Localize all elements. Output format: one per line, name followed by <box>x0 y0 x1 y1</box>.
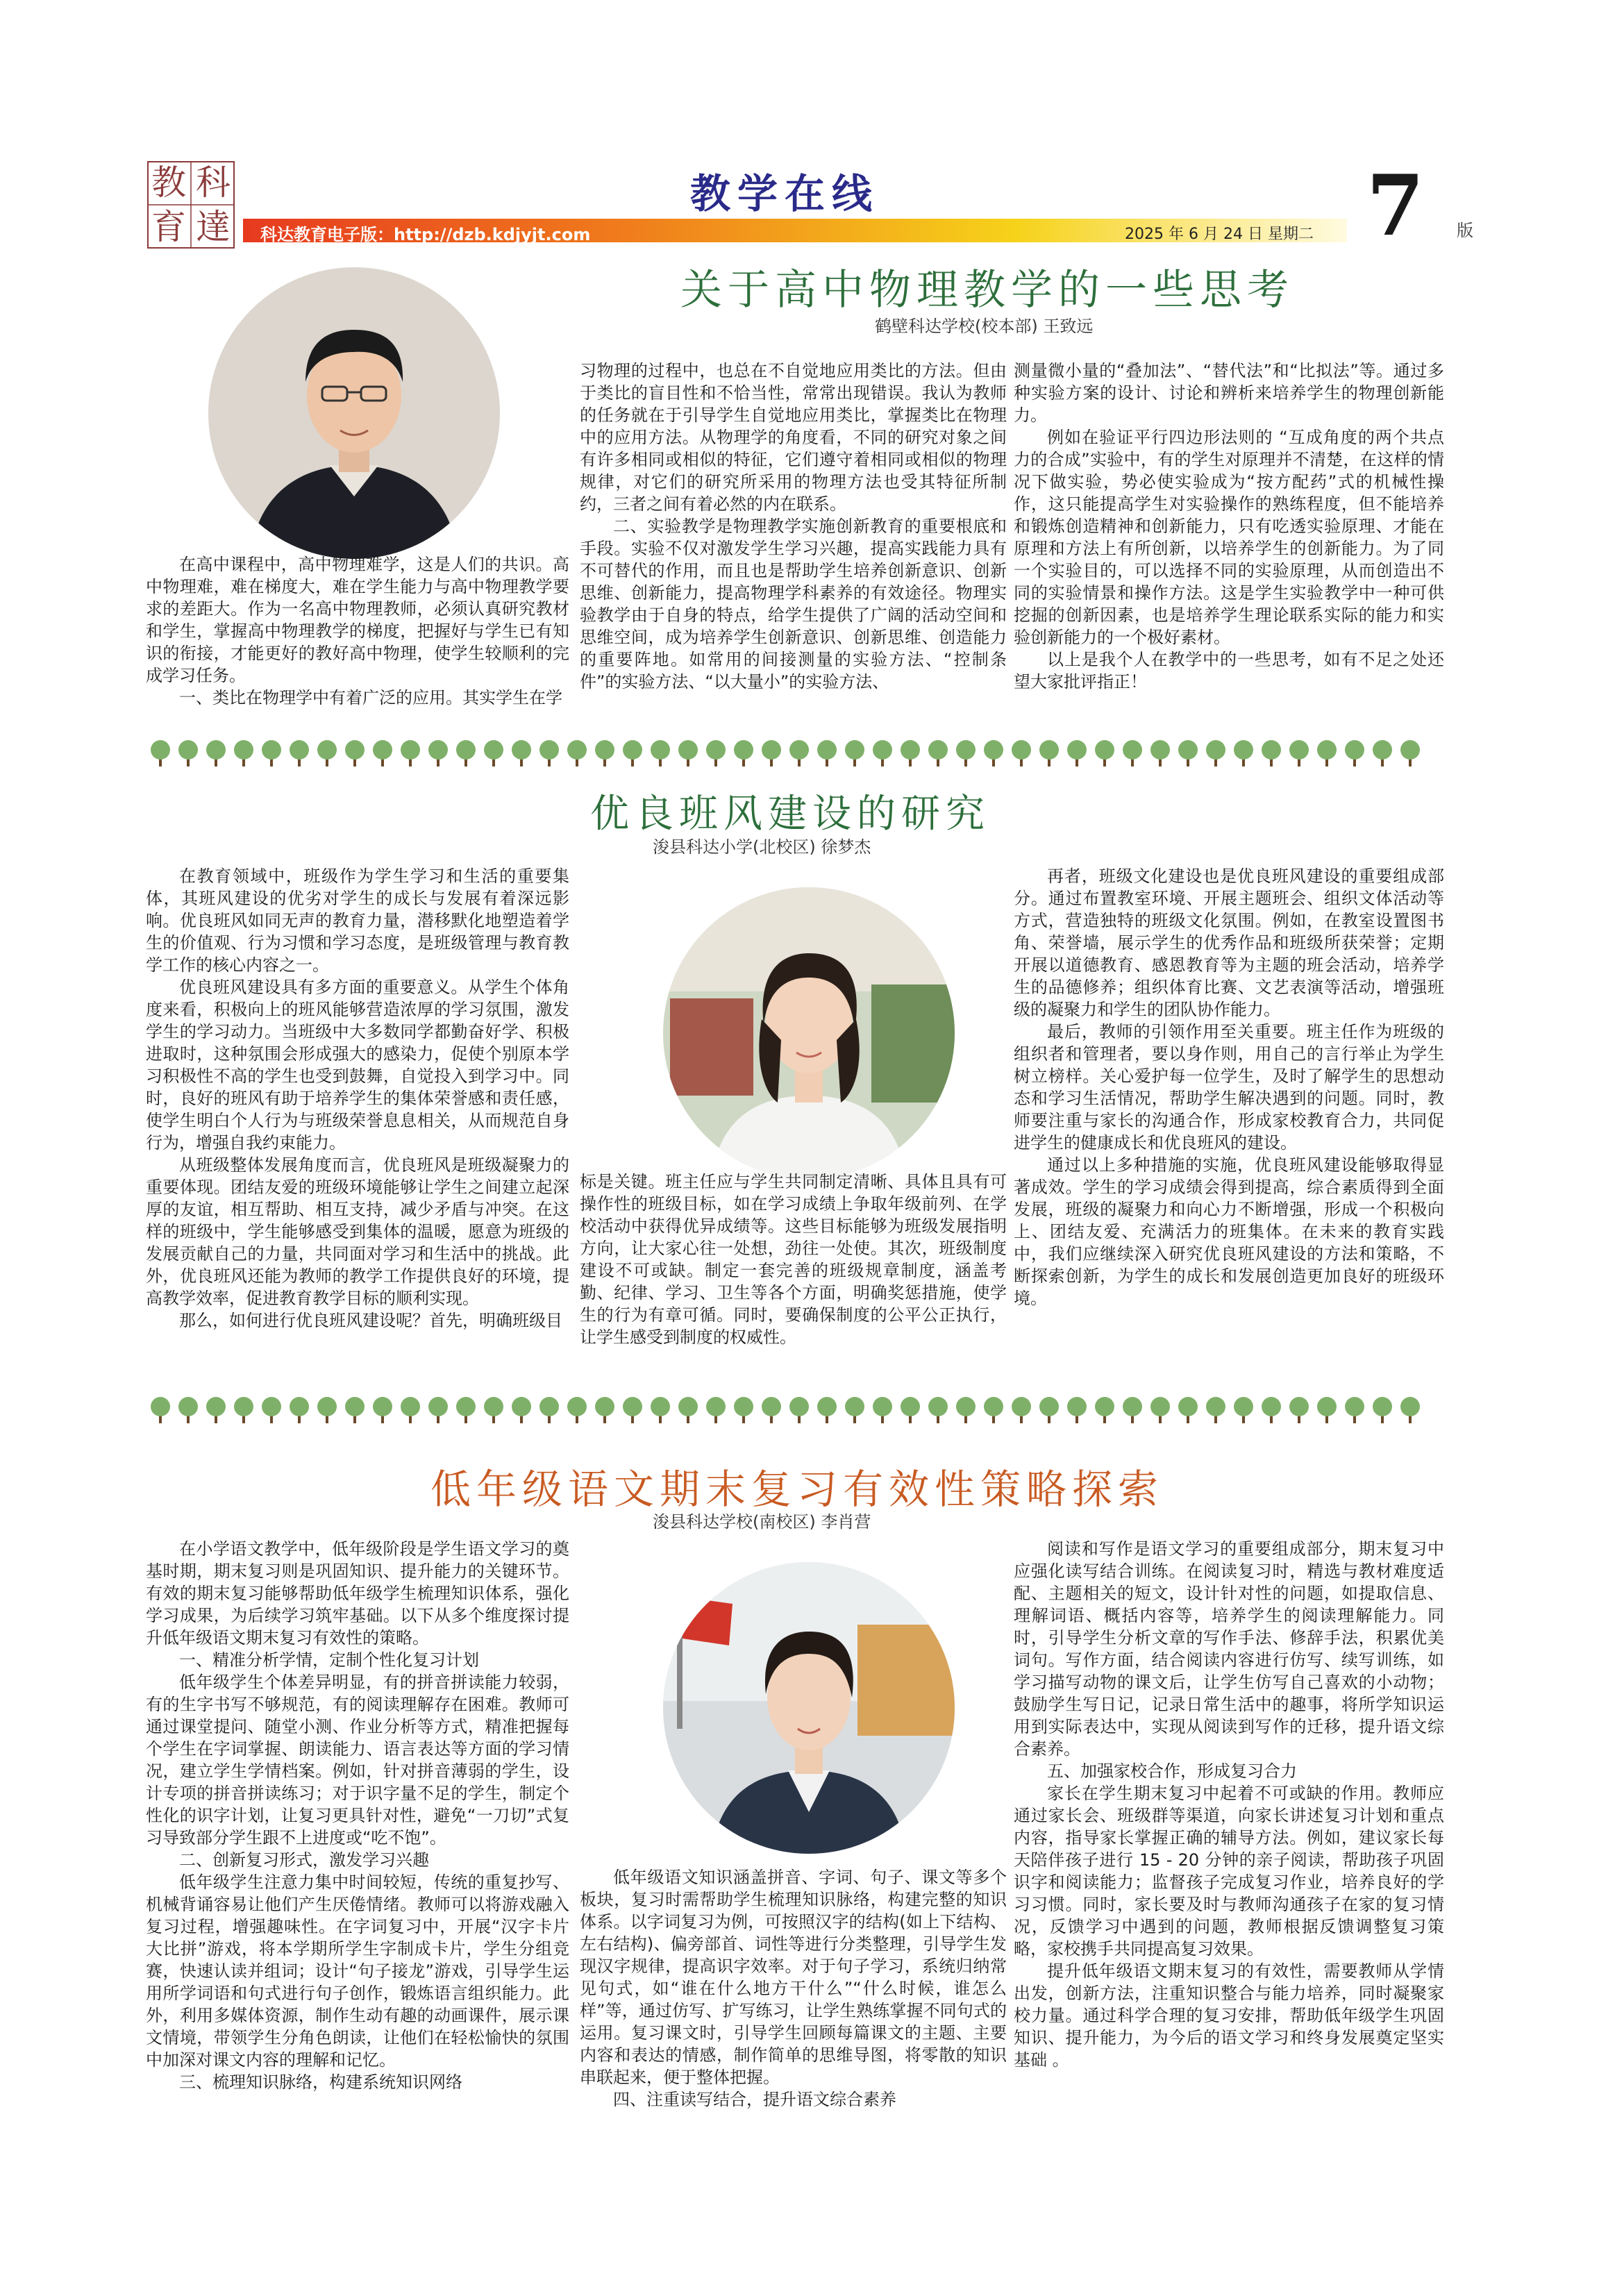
paragraph: 二、创新复习形式，激发学习兴趣 <box>179 1850 429 1870</box>
paragraph: 在高中课程中，高中物理难学，这是人们的共识。高中物理难，难在梯度大，难在学生能力与高中物理教学要求的差距大。作为一名高中物理教师，必须认真研究教材和学生，掌握高中物理教学的梯度，把握好与学生已有知识的衔接，才能更好的教好高中物理，使学生较顺利的完成学习任务。 <box>146 555 569 685</box>
author-photo-xu <box>663 887 955 1179</box>
paragraph: 一、精准分析学情，定制个性化复习计划 <box>179 1650 479 1670</box>
paragraph: 低年级语文知识涵盖拼音、字词、句子、课文等多个板块，复习时需帮助学生梳理知识脉络，构建完整的知识体系。以字词复习为例，可按照汉字的结构(如上下结构、左右结构)、偏旁部首、词性等进行分类整理，引导学生发现汉字规律，提高识字效率。对于句子学习，系统归纳常见句式，如“谁在什么地方干什么”“什么时候，谁怎么样”等，通过仿写、扩写练习，让学生熟练掌握不同句式的运用。复习课文时，引导学生回顾每篇课文的主题、主要内容和表达的情感，制作简单的思维导图，将零散的知识串联起来，便于整体把握。 <box>580 1868 1007 2087</box>
site-url-link[interactable]: 科达教育电子版：http://dzb.kdjyjt.com <box>260 225 591 244</box>
article1-column-3 <box>1014 360 1444 693</box>
article2-column-2 <box>580 1171 1007 1348</box>
paragraph: 习物理的过程中，也总在不自觉地应用类比的方法。但由于类比的盲目性和不恰当性，常常出现错误。我认为教师的任务就在于引导学生自觉地应用类比，掌握类比在物理中的应用方法。从物理学的角度看，不同的研究对象之间有许多相同或相似的特征，它们遵守着相同或相似的物理规律，对它们的研究所采用的物理方法也受其特征所制约，三者之间有着必然的内在联系。 <box>580 361 1007 514</box>
article1-column-2 <box>580 360 1007 693</box>
article1-column-1 <box>146 553 569 709</box>
logo-char: 科 <box>196 162 231 203</box>
paragraph: 例如在验证平行四边形法则的 “互成角度的两个共点力的合成”实验中，有的学生对原理并不清楚，在这样的情况下做实验，势必使实验成为“按方配药”式的机械性操作，这只能提高学生对实验操作的熟练程度，但不能培养和锻炼创造精神和创新能力，只有吃透实验原理、才能在原理和方法上有所创新，以培养学生的创新能力。为了同一个实验目的，可以选择不同的实验原理，从而创造出不同的实验情景和操作方法。这是学生实验教学中一种可供挖掘的创新因素，也是培养学生理论联系实际的能力和实验创新能力的一个极好素材。 <box>1014 428 1444 647</box>
paragraph: 在教育领域中，班级作为学生学习和生活的重要集体，其班风建设的优劣对学生的成长与发展有着深远影响。优良班风如同无声的教育力量，潜移默化地塑造着学生的价值观、行为习惯和学习态度，是班级管理与教育教学工作的核心内容之一。 <box>146 866 569 975</box>
article3-column-2 <box>580 1866 1007 2111</box>
article2-title: 优良班风建设的研究 <box>590 791 990 837</box>
article3-column-1 <box>146 1538 569 2093</box>
paragraph: 低年级学生注意力集中时间较短，传统的重复抄写、机械背诵容易让他们产生厌倦情绪。教师可以将游戏融入复习过程，增强趣味性。在字词复习中，开展“汉字卡片大比拼”游戏，将本学期所学生字制成卡片，学生分组竞赛，快速认读并组词；设计“句子接龙”游戏，引导学生运用所学词语和句式进行句子创作，锻炼语言组织能力。此外，利用多媒体资源，制作生动有趣的动画课件，展示课文情境，带领学生分角色朗读，让他们在轻松愉快的氛围中加深对课文内容的理解和记忆。 <box>146 1872 569 2070</box>
paragraph: 提升低年级语文期末复习的有效性，需要教师从学情出发，创新方法，注重知识整合与能力培养，同时凝聚家校力量。通过科学合理的复习安排，帮助低年级学生巩固知识、提升能力，为今后的语文学习和终身发展奠定坚实基础 。 <box>1014 1961 1444 2070</box>
paragraph: 在小学语文教学中，低年级阶段是学生语文学习的奠基时期，期末复习则是巩固知识、提升能力的关键环节。有效的期末复习能够帮助低年级学生梳理知识体系，强化学习成果，为后续学习筑牢基础。以下从多个维度探讨提升低年级语文期末复习有效性的策略。 <box>146 1539 569 1648</box>
paragraph: 阅读和写作是语文学习的重要组成部分，期末复习中应强化读写结合训练。在阅读复习时，精选与教材难度适配、主题相关的短文，设计针对性的问题，如提取信息、理解词语、概括内容等，培养学生的阅读理解能力。同时，引导学生分析文章的写作手法、修辞手法，积累优美词句。写作方面，结合阅读内容进行仿写、续写训练，如学习描写动物的课文后，让学生仿写自己喜欢的小动物；鼓励学生写日记，记录日常生活中的趣事，将所学知识运用到实际表达中，实现从阅读到写作的迁移，提升语文综合素养。 <box>1014 1539 1444 1759</box>
paragraph: 那么，如何进行优良班风建设呢？首先，明确班级目 <box>179 1311 562 1330</box>
logo-char: 達 <box>196 207 231 247</box>
article1-byline: 鹤壁科达学校(校本部) 王致远 <box>875 317 1094 336</box>
paragraph: 通过以上多种措施的实施，优良班风建设能够取得显著成效。学生的学习成绩会得到提高，综合素质得到全面发展，班级的凝聚力和向心力不断增强，形成一个积极向上、团结友爱、充满活力的班集体。在未来的教育实践中，我们应继续深入研究优良班风建设的方法和策略，不断探索创新，为学生的成长和发展创造更加良好的班级环境。 <box>1014 1155 1444 1308</box>
paragraph: 五、加强家校合作，形成复习合力 <box>1047 1761 1297 1781</box>
logo-char: 育 <box>151 207 186 247</box>
issue-date: 2025 年 6 月 24 日 星期二 <box>1125 226 1314 243</box>
paragraph: 以上是我个人在教学中的一些思考，如有不足之处还望大家批评指正！ <box>1014 650 1444 692</box>
paragraph: 最后，教师的引领作用至关重要。班主任作为班级的组织者和管理者，要以身作则，用自己的言行举止为学生树立榜样。关心爱护每一位学生，及时了解学生的思想动态和学习生活情况，帮助学生解决遇到的问题。同时，教师要注重与家长的沟通合作，形成家校教育合力，共同促进学生的健康成长和优良班风的建设。 <box>1014 1022 1444 1153</box>
page-number: 7 <box>1366 157 1425 255</box>
paragraph: 一、类比在物理学中有着广泛的应用。其实学生在学 <box>179 688 562 707</box>
paragraph: 四、注重读写结合，提升语文综合素养 <box>613 2090 896 2109</box>
article3-title: 低年级语文期末复习有效性策略探索 <box>430 1466 1164 1513</box>
author-photo-wang <box>208 267 500 559</box>
tree-divider-2 <box>149 1394 1420 1425</box>
author-photo-li <box>663 1562 955 1854</box>
article3-byline: 浚县科达学校(南校区) 李肖营 <box>653 1512 871 1532</box>
article2-column-1 <box>146 865 569 1332</box>
logo-char: 教 <box>151 162 186 203</box>
paragraph: 三、梳理知识脉络，构建系统知识网络 <box>179 2072 462 2092</box>
paragraph: 二、实验教学是物理教学实施创新教育的重要根底和手段。实验不仅对激发学生学习兴趣，提高实践能力具有不可替代的作用，而且也是帮助学生培养创新意识、创新思维、创新能力，提高物理学科素养的有效途径。物理实验教学由于自身的特点，给学生提供了广阔的活动空间和思维空间，成为培养学生创新意识、创新思维、创造能力的重要阵地。如常用的间接测量的实验方法、“控制条件”的实验方法、“以大量小”的实验方法、 <box>580 517 1007 692</box>
newspaper-logo <box>147 161 235 249</box>
paragraph: 优良班风建设具有多方面的重要意义。从学生个体角度来看，积极向上的班风能够营造浓厚的学习氛围，激发学生的学习动力。当班级中大多数同学都勤奋好学、积极进取时，这种氛围会形成强大的感染力，促使个别原本学习积极性不高的学生也受到鼓舞，自觉投入到学习中。同时，良好的班风有助于培养学生的集体荣誉感和责任感，使学生明白个人行为与班级荣誉息息相关，从而规范自身行为，增强自我约束能力。 <box>146 978 569 1153</box>
paragraph: 低年级学生个体差异明显，有的拼音拼读能力较弱，有的生字书写不够规范，有的阅读理解存在困难。教师可通过课堂提问、随堂小测、作业分析等方式，精准把握每个学生在字词掌握、朗读能力、语言表达等方面的学习情况，建立学生学情档案。例如，针对拼音薄弱的学生，设计专项的拼音拼读练习；对于识字量不足的学生，制定个性化的识字计划，让复习更具针对性，避免“一刀切”式复习导致部分学生跟不上进度或“吃不饱”。 <box>146 1673 569 1847</box>
paragraph: 再者，班级文化建设也是优良班风建设的重要组成部分。通过布置教室环境、开展主题班会、组织文体活动等方式，营造独特的班级文化氛围。例如，在教室设置图书角、荣誉墙，展示学生的优秀作品和班级所获荣誉；定期开展以道德教育、感恩教育等为主题的班会活动，培养学生的品德修养；组织体育比赛、文艺表演等活动，增强班级的凝聚力和学生的团队协作能力。 <box>1014 866 1444 1019</box>
article2-column-3 <box>1014 865 1444 1309</box>
section-title: 教学在线 <box>689 170 879 217</box>
article2-byline: 浚县科达小学(北校区) 徐梦杰 <box>653 837 871 857</box>
paragraph: 家长在学生期末复习中起着不可或缺的作用。教师应通过家长会、班级群等渠道，向家长讲述复习计划和重点内容，指导家长掌握正确的辅导方法。例如，建议家长每天陪伴孩子进行 15 - 20 分钟的亲子阅读，帮助孩子巩固识字和阅读能力；监督孩子完成复习作业，培养良好的学习习惯。同时，家长要及时与教师沟通孩子在家的复习情况，反馈学习中遇到的问题，教师根据反馈调整复习策略，家校携手共同提高复习效果。 <box>1014 1784 1444 1959</box>
paragraph: 测量微小量的“叠加法”、“替代法”和“比拟法”等。通过多种实验方案的设计、讨论和辨析来培养学生的物理创新能力。 <box>1014 361 1444 425</box>
article1-title: 关于高中物理教学的一些思考 <box>680 266 1294 315</box>
paragraph: 标是关键。班主任应与学生共同制定清晰、具体且具有可操作性的班级目标，如在学习成绩上争取年级前列、在学校活动中获得优异成绩等。这些目标能够为班级发展指明方向，让大家心往一处想，劲往一处使。其次，班级制度建设不可或缺。制定一套完善的班级规章制度，涵盖考勤、纪律、学习、卫生等各个方面，明确奖惩措施，使学生的行为有章可循。同时，要确保制度的公平公正执行，让学生感受到制度的权威性。 <box>580 1172 1007 1347</box>
page-suffix: 版 <box>1457 221 1473 240</box>
tree-divider-1 <box>149 737 1420 768</box>
paragraph: 从班级整体发展角度而言，优良班风是班级凝聚力的重要体现。团结友爱的班级环境能够让学生之间建立起深厚的友谊，相互帮助、相互支持，减少矛盾与冲突。在这样的班级中，学生能够感受到集体的温暖，愿意为班级的发展贡献自己的力量，共同面对学习和生活中的挑战。此外，优良班风还能为教师的教学工作提供良好的环境，提高教学效率，促进教育教学目标的顺利实现。 <box>146 1155 569 1308</box>
article3-column-3 <box>1014 1538 1444 2071</box>
